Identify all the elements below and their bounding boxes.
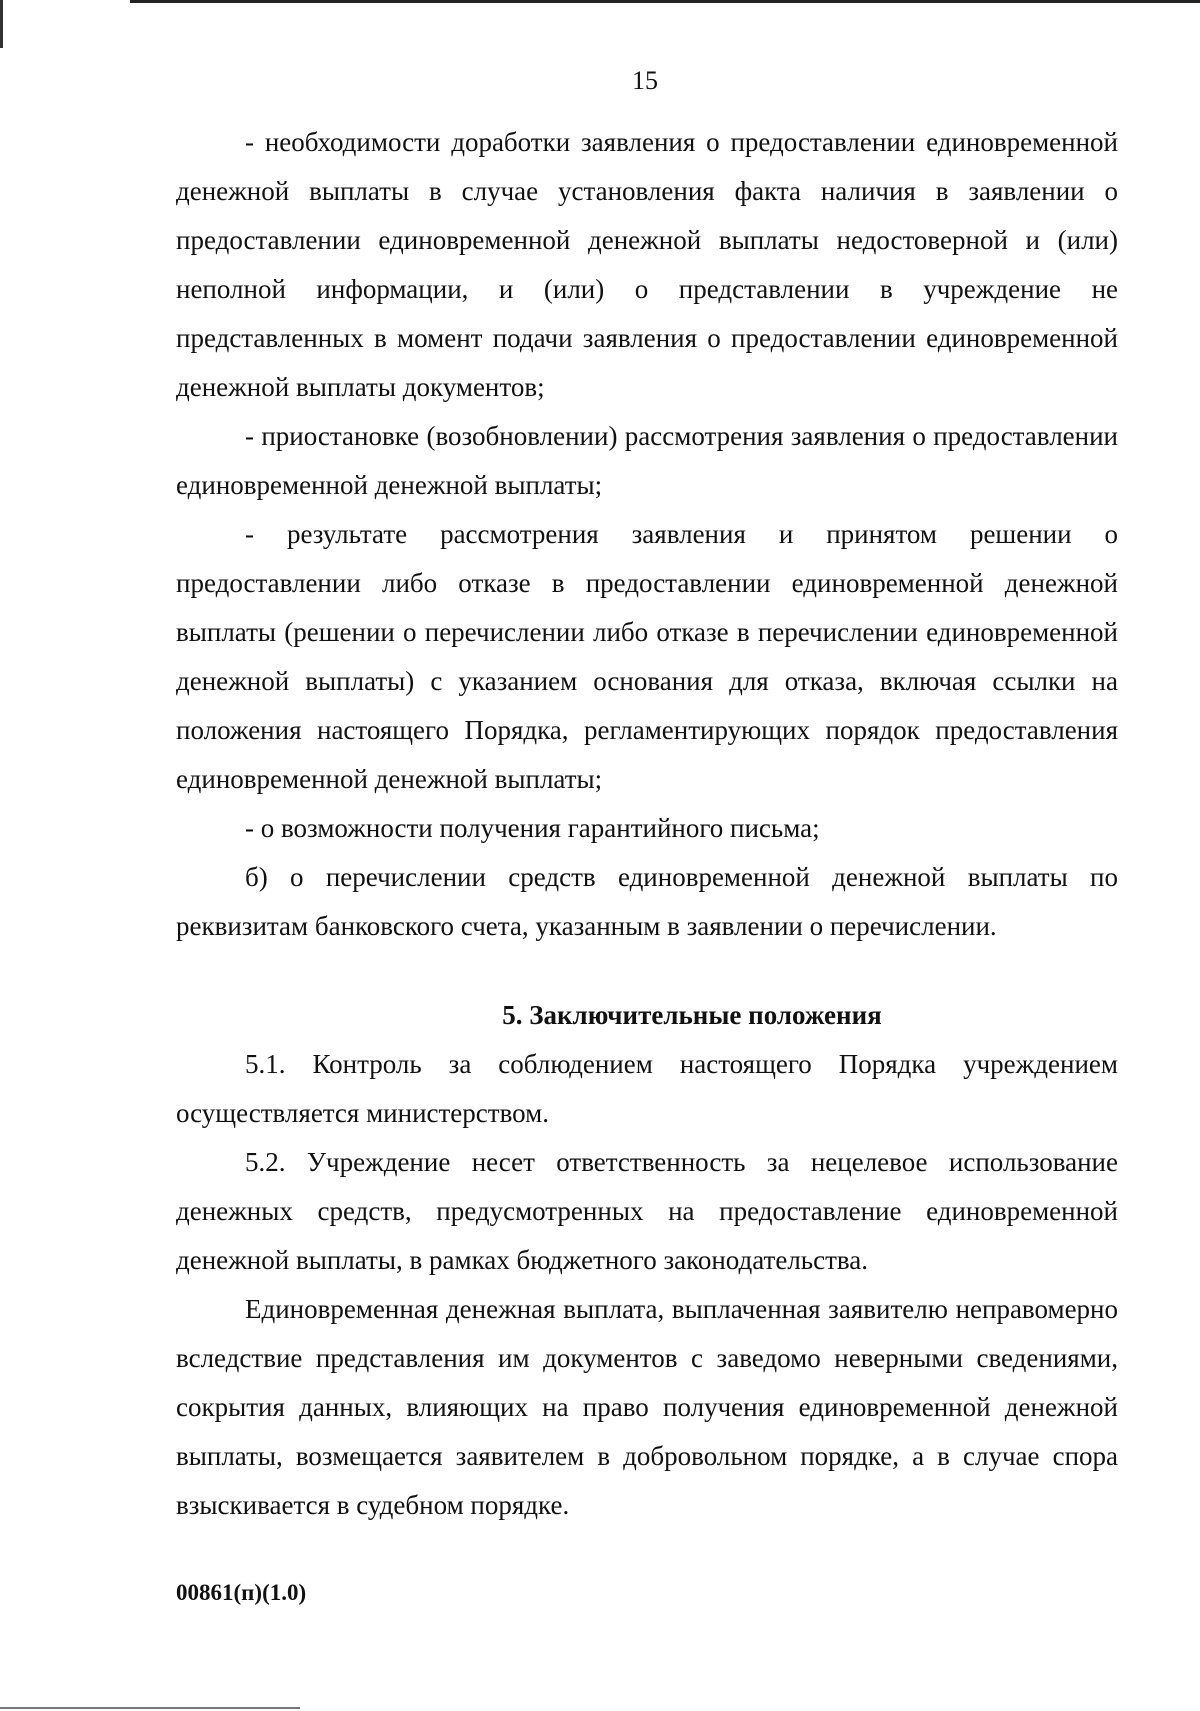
paragraph-refund: Единовременная денежная выплата, выплаченная заявителю неправомерно вследствие представления им документов с заведомо неверными сведениями, сокрытия данных, влияющих на право получения единовременной денежной выплаты, возмещается заявителем в добровольном порядке, а в случае спора взыскивается в судебном порядке. xyxy=(176,1294,1118,1520)
paragraph-review-result: - результате рассмотрения заявления и принятом решении о предоставлении либо отказе в предоставлении единовременной денежной выплаты (решении о перечислении либо отказе в перечислении единовременной денежной выплаты) с указанием основания для отказа, включая ссылки на положения настоящего Порядка, регламентирующих порядок предоставления единовременной денежной выплаты; xyxy=(176,519,1118,794)
paragraph-5-2: 5.2. Учреждение несет ответственность за нецелевое использование денежных средств, предусмотренных на предоставление единовременной денежной выплаты, в рамках бюджетного законодательства. xyxy=(176,1147,1118,1275)
document-body xyxy=(176,118,1118,1530)
paragraph-suspension: - приостановке (возобновлении) рассмотрения заявления о предоставлении единовременной денежной выплаты; xyxy=(176,421,1118,500)
scan-edge-top xyxy=(130,0,1200,3)
paragraph-funds-transfer: б) о перечислении средств единовременной денежной выплаты по реквизитам банковского счета, указанным в заявлении о перечислении. xyxy=(176,862,1118,941)
document-code: 00861(п)(1.0) xyxy=(176,1580,307,1605)
scan-edge-bottom xyxy=(0,1707,300,1709)
paragraph-revision-needed: - необходимости доработки заявления о предоставлении единовременной денежной выплаты в случае установления факта наличия в заявлении о предоставлении единовременной денежной выплаты недостоверной и (или) неполной информации, и (или) о представлении в учреждение не представленных в момент подачи заявления о предоставлении единовременной денежной выплаты документов; xyxy=(176,127,1118,402)
page-number: 15 xyxy=(632,66,658,95)
paragraph-5-1: 5.1. Контроль за соблюдением настоящего Порядка учреждением осуществляется министерством. xyxy=(176,1049,1118,1128)
paragraph-guarantee-letter: - о возможности получения гарантийного письма; xyxy=(245,813,820,843)
scan-edge-left xyxy=(0,0,3,48)
section-heading: 5. Заключительные положения xyxy=(502,1000,882,1030)
